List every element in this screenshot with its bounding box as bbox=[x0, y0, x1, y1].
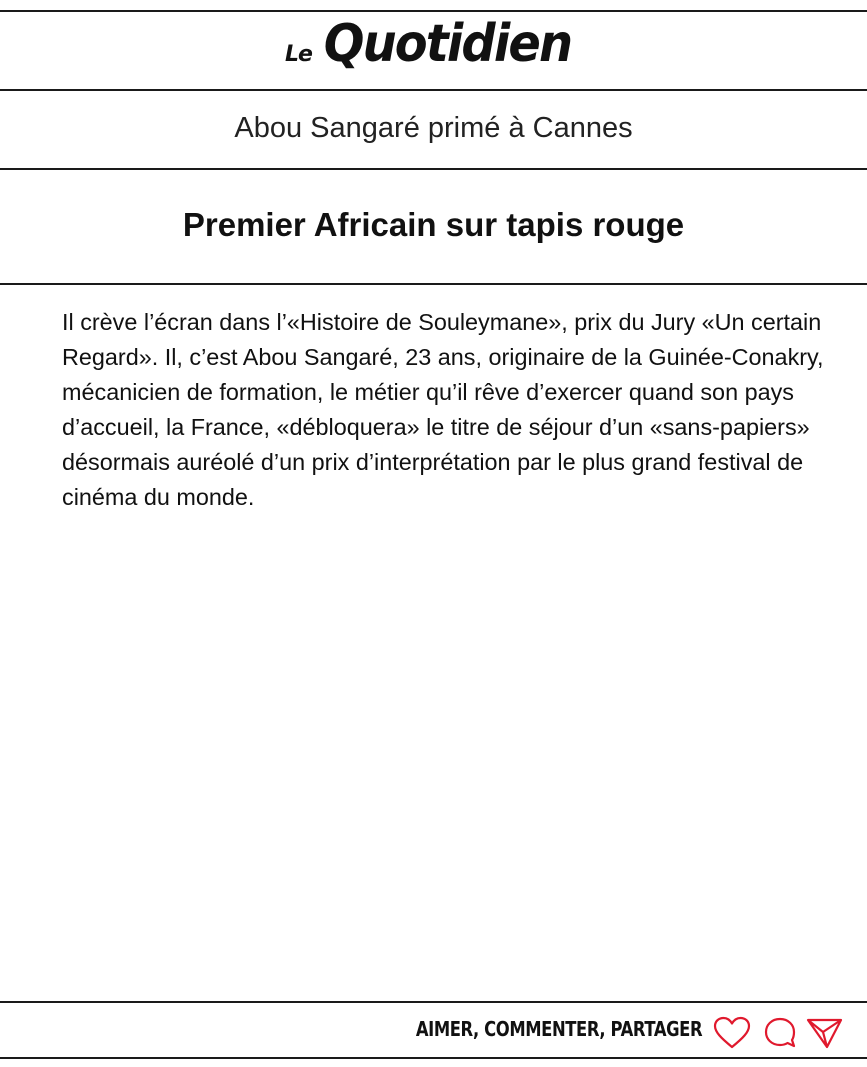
subtitle-rule bbox=[0, 168, 867, 170]
masthead bbox=[0, 12, 867, 90]
logo bbox=[285, 14, 582, 74]
footer-top-rule bbox=[0, 1001, 867, 1003]
article-body: Il crève l’écran dans l’«Histoire de Souleymane», prix du Jury «Un certain Regard». Il, c’est Abou Sangaré, 23 ans, originaire de la Guinée-Conakry, mécanicien de formation, le métier qu’il rêve d’exercer quand son pays d’accueil, la France, «débloquera» le titre de séjour d’un «sans-papiers» désormais auréolé d’un prix d’interprétation par le plus grand festival de cinéma du monde. bbox=[62, 309, 824, 510]
article-headline: Premier Africain sur tapis rouge bbox=[182, 206, 685, 243]
paper-plane-icon[interactable] bbox=[806, 1016, 844, 1050]
actions-label: AIMER, COMMENTER, PARTAGER bbox=[415, 1017, 702, 1041]
headline-rule bbox=[0, 283, 867, 285]
logo-word: Quotidien bbox=[323, 14, 572, 74]
masthead-rule bbox=[0, 89, 867, 91]
comment-bubble-icon[interactable] bbox=[763, 1016, 801, 1050]
article-subtitle: Abou Sangaré primé à Cannes bbox=[234, 112, 633, 144]
bottom-rule bbox=[0, 1057, 867, 1059]
footer-bar bbox=[0, 1004, 867, 1058]
heart-icon[interactable] bbox=[713, 1016, 751, 1050]
logo-prefix: Le bbox=[285, 42, 312, 67]
